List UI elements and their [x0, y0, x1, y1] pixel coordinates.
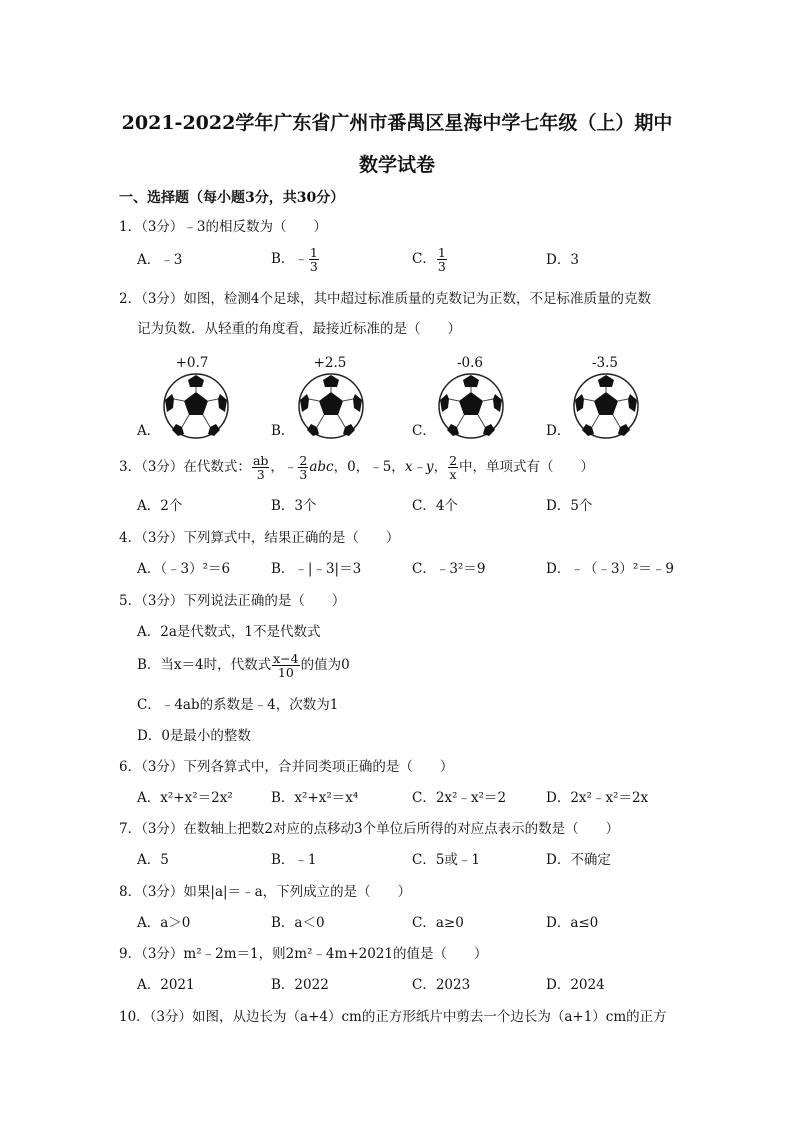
q6-option-b: B．x²+x²＝x⁴	[271, 790, 359, 806]
q9-option-c: C．2023	[412, 977, 471, 993]
soccer-ball-icon	[437, 372, 505, 440]
q1-option-a: A．﹣3	[137, 252, 183, 268]
q6-stem: 6．（3分）下列各算式中，合并同类项正确的是（ ）	[119, 759, 454, 775]
q8-option-d: D．a≤0	[546, 915, 599, 931]
q3-option-d: D．5个	[546, 498, 593, 514]
q6-option-d: D．2x²﹣x²＝2x	[546, 790, 649, 806]
q7-option-a: A．5	[137, 852, 169, 868]
q5-option-b: B．当x＝4时，代数式 $\frac{x-4}{10}$ 的值为0	[137, 651, 350, 681]
soccer-ball-icon	[297, 372, 365, 440]
q9-option-a: A．2021	[137, 977, 195, 993]
title-line-1: 2021-2022学年广东省广州市番禺区星海中学七年级（上）期中	[121, 112, 673, 134]
q3-option-b: B．3个	[271, 498, 317, 514]
q7-option-c: C．5或﹣1	[412, 852, 481, 868]
q8-stem: 8．（3分）如果|a|＝﹣a，下列成立的是（ ）	[119, 884, 412, 900]
q8-option-b: B．a＜0	[271, 915, 325, 931]
q9-option-d: D．2024	[546, 977, 605, 993]
q2-option-b: B．	[271, 423, 295, 439]
q4-stem: 4．（3分）下列算式中，结果正确的是（ ）	[119, 530, 400, 546]
q5-option-d: D．0是最小的整数	[137, 728, 251, 744]
q1-option-d: D．3	[546, 252, 579, 268]
q2-option-a: A．	[137, 423, 161, 439]
q7-option-b: B．﹣1	[271, 852, 317, 868]
q10-stem: 10．（3分）如图，从边长为（a+4）cm的正方形纸片中剪去一个边长为（a+1）cm的正方	[119, 1009, 667, 1025]
title-line-2: 数学试卷	[358, 154, 435, 176]
ball-b-label: +2.5	[313, 355, 347, 371]
q4-option-b: B．﹣|﹣3|＝3	[271, 561, 362, 577]
q1-stem: 1．（3分）﹣3的相反数为（ ）	[119, 219, 328, 235]
q4-option-a: A．（﹣3）²＝6	[137, 561, 231, 577]
q2-option-d: D．	[546, 423, 571, 439]
q2-stem-line-2: 记为负数．从轻重的角度看，最接近标准的是（ ）	[137, 321, 461, 337]
q9-option-b: B．2022	[271, 977, 329, 993]
q3-stem: 3．（3分）在代数式： $\frac{ab}{3}$ ，﹣ $\frac{2}{3}$ abc，0，﹣5，x﹣y， $\frac{2}{x}$ 中，单项式有（ ）	[119, 453, 595, 483]
q4-option-c: C．﹣3²＝9	[412, 561, 486, 577]
q8-option-c: C．a≥0	[412, 915, 464, 931]
q7-stem: 7．（3分）在数轴上把数2对应的点移动3个单位后所得的对应点表示的数是（ ）	[119, 821, 620, 837]
q6-option-a: A．x²+x²＝2x²	[137, 790, 233, 806]
ball-d-label: -3.5	[591, 355, 619, 371]
q3-option-c: C．4个	[412, 498, 458, 514]
q2-stem-line-1: 2．（3分）如图，检测4个足球，其中超过标准质量的克数记为正数，不足标准质量的克数	[119, 291, 652, 307]
q8-option-a: A．a＞0	[137, 915, 191, 931]
q4-option-d: D．﹣（﹣3）²＝﹣9	[546, 561, 674, 577]
q3-option-a: A．2个	[137, 498, 183, 514]
q9-stem: 9．（3分）m²﹣2m＝1，则2m²﹣4m+2021的值是（ ）	[119, 946, 488, 962]
q1-option-b: B．﹣ $\frac{1}{3}$	[271, 245, 318, 275]
q5-option-c: C．﹣4ab的系数是﹣4，次数为1	[137, 697, 339, 713]
soccer-ball-icon	[572, 372, 640, 440]
q5-option-a: A．2a是代数式，1不是代数式	[137, 624, 321, 640]
q1-option-c: C． $\frac{1}{3}$	[412, 245, 446, 275]
q2-option-c: C．	[412, 423, 436, 439]
soccer-ball-icon	[162, 372, 230, 440]
section-heading: 一、选择题（每小题3分，共30分）	[119, 190, 345, 206]
q7-option-d: D．不确定	[546, 852, 611, 868]
q5-stem: 5．（3分）下列说法正确的是（ ）	[119, 593, 346, 609]
q6-option-c: C．2x²﹣x²＝2	[412, 790, 507, 806]
ball-c-label: -0.6	[456, 355, 484, 371]
ball-a-label: +0.7	[175, 355, 209, 371]
